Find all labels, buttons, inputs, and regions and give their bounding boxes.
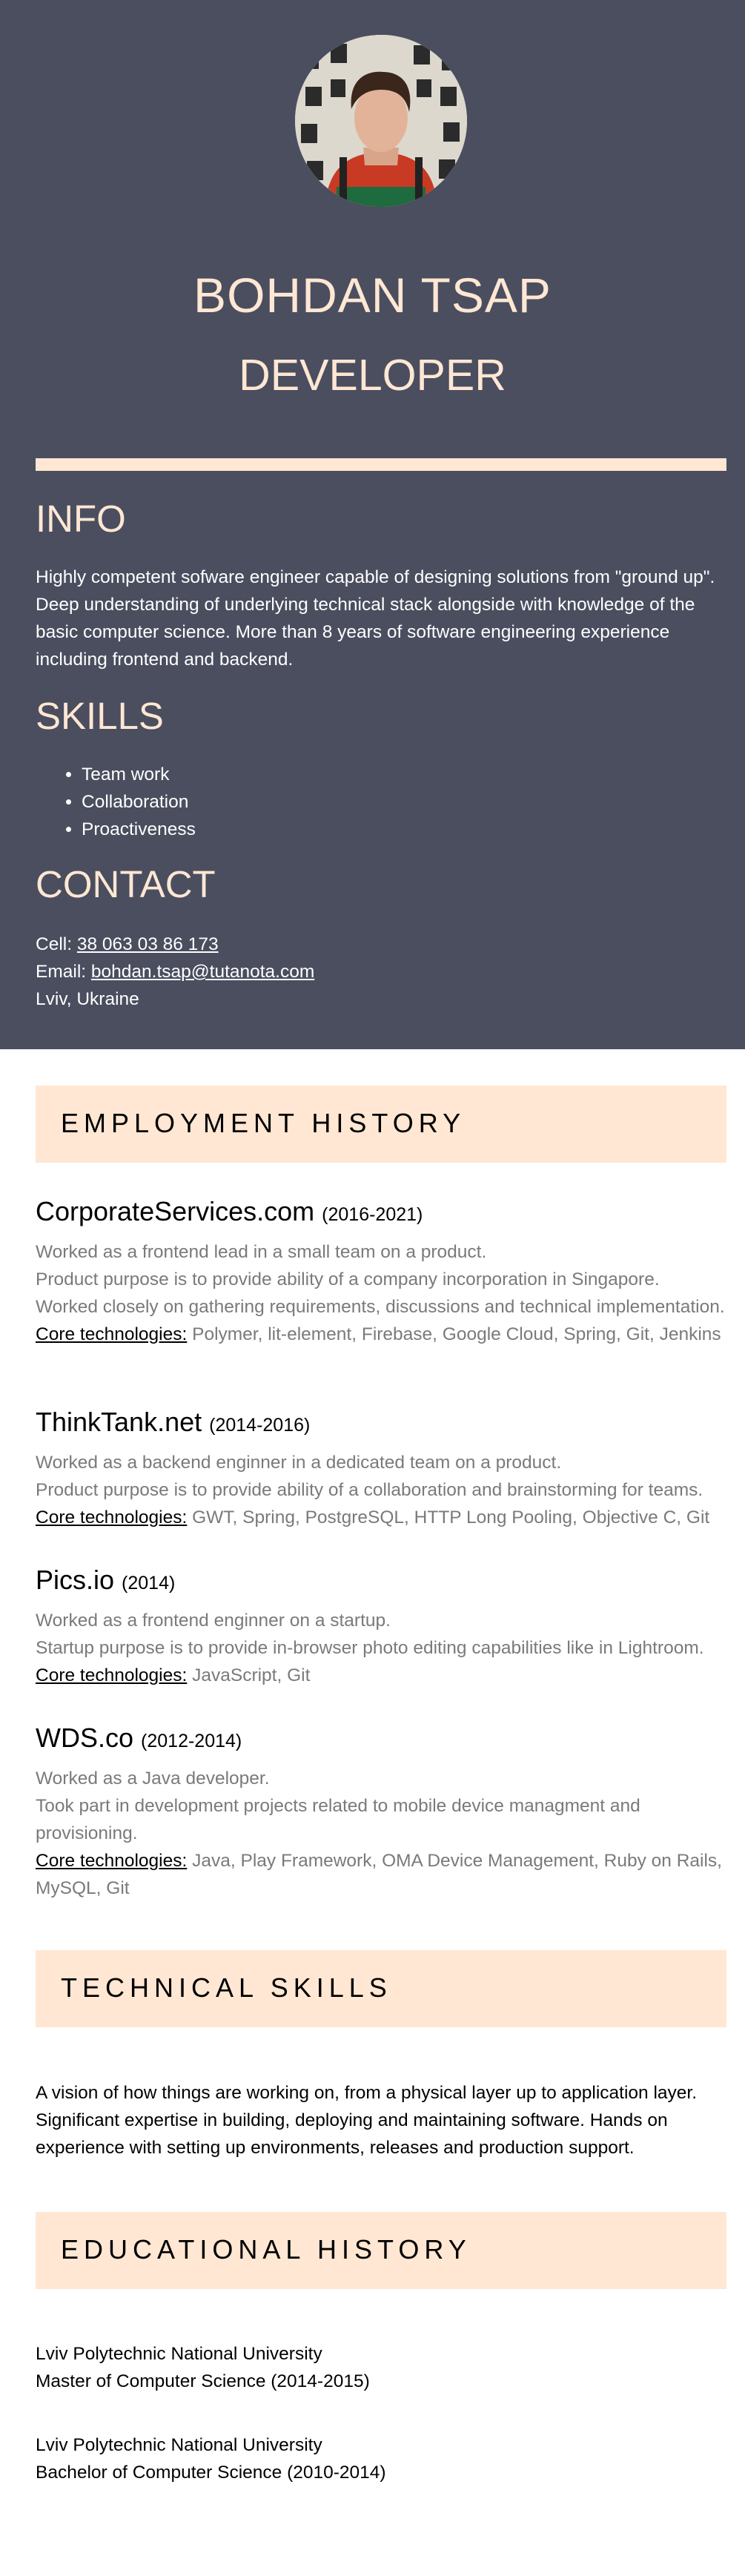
contact-location: Lviv, Ukraine [36,989,139,1009]
info-heading: INFO [36,498,126,540]
degree: Master of Computer Science (2014-2015) [36,2371,370,2391]
company-name: ThinkTank.net [36,1407,202,1437]
phone-link[interactable]: 38 063 03 86 173 [76,934,219,954]
technical-text: A vision of how things are working on, from a physical layer up to application layer. Significant expertise in building, deploying and maintaining software. Hands on experience with setting up environments, releases and production support. [36,2083,698,2158]
job-entry [36,1406,726,1531]
core-tech-list: Java, Play Framework, OMA Device Management, Ruby on Rails, MySQL, Git [36,1851,722,1898]
section-title: EDUCATIONAL HISTORY [61,2234,471,2265]
skills-heading: SKILLS [36,695,164,737]
contact-cell-row [36,931,314,958]
core-tech-label: Core technologies: [36,1851,188,1871]
job-years: (2012-2014) [141,1731,242,1751]
job-years: (2016-2021) [322,1204,423,1225]
job-description: Worked as a Java developer. Took part in development projects related to mobile device managment and provisioning. [36,1768,640,1843]
profile-name: BOHDAN TSAP [193,268,552,323]
school-name: Lviv Polytechnic National University [36,2344,322,2364]
contact-email-row [36,958,314,985]
email-label: Email: [36,962,91,982]
technical-section-header [36,1950,726,2027]
section-title: TECHNICAL SKILLS [61,1972,392,2003]
list-item: • Team work [82,761,196,788]
core-tech-label: Core technologies: [36,1665,188,1685]
info-text: Highly competent sofware engineer capable of designing solutions from "ground up". Deep understanding of underlying technical stack alongside with knowledge of the basic computer science. More than 8 years of software engineering experience including frontend and backend. [36,567,715,670]
degree: Bachelor of Computer Science (2010-2014) [36,2463,386,2483]
avatar-photo [295,35,467,207]
profile-role: DEVELOPER [239,351,506,400]
company-name: CorporateServices.com [36,1196,315,1226]
education-section-header [36,2212,726,2289]
company-name: Pics.io [36,1565,115,1595]
job-description: Worked as a frontend lead in a small team on a product. Product purpose is to provide ability of a company incorporation in Singapore. Worked closely on gathering requirements, discussions and technical implementation. [36,1242,725,1317]
core-tech-list: GWT, Spring, PostgreSQL, HTTP Long Pooling, Objective C, Git [192,1507,710,1528]
education-entry [36,2431,726,2486]
email-link[interactable]: bohdan.tsap@tutanota.com [90,962,315,982]
list-item: • Collaboration [82,788,196,816]
section-title: EMPLOYMENT HISTORY [61,1108,466,1138]
education-entry [36,2340,726,2395]
list-item: • Proactiveness [82,816,196,843]
core-tech-list: Polymer, lit-element, Firebase, Google Cloud, Spring, Git, Jenkins [192,1324,721,1344]
school-name: Lviv Polytechnic National University [36,2435,322,2455]
job-years: (2014-2016) [209,1415,311,1436]
core-tech-list: JavaScript, Git [192,1665,311,1685]
job-entry [36,1564,726,1689]
skills-list [82,761,196,843]
contact-block [36,931,314,1013]
job-entry [36,1722,726,1902]
cell-label: Cell: [36,934,77,954]
core-tech-label: Core technologies: [36,1507,188,1528]
job-description: Worked as a backend enginner in a dedicated team on a product. Product purpose is to provide ability of a collaboration and brainstorming for teams. [36,1453,703,1500]
contact-heading: CONTACT [36,863,216,905]
core-tech-label: Core technologies: [36,1324,188,1344]
employment-section-header [36,1086,726,1163]
profile-header [0,0,745,1049]
avatar [295,35,467,207]
company-name: WDS.co [36,1723,134,1753]
divider [36,458,726,471]
job-years: (2014) [122,1573,176,1594]
job-description: Worked as a frontend enginner on a startup. Startup purpose is to provide in-browser photo editing capabilities like in Lightroom. [36,1611,704,1658]
job-entry [36,1195,726,1348]
